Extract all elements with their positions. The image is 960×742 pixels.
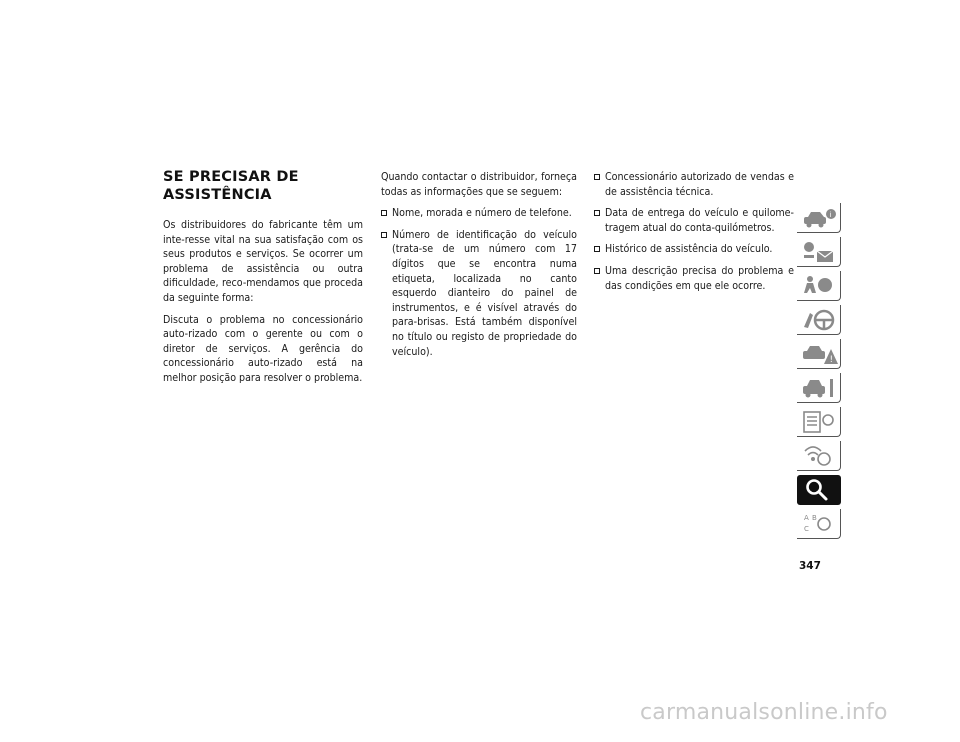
tab-service[interactable] [797,373,841,403]
paragraph-discuss: Discuta o problema no concessionário auto-rizado com o gerente ou com o diretor de serviços. A gerência do concessionário auto-rizado está na melhor posição para resolver o problema. [163,313,363,384]
square-bullet-icon [594,246,600,252]
svg-text:B: B [812,514,817,522]
info-list-2 [594,170,794,293]
steering-wheel-icon [800,307,838,333]
list-item: Concessionário autorizado de vendas e de assistência técnica. [594,170,794,199]
car-service-wrench-icon [800,375,838,401]
heading-line-2: ASSISTÊNCIA [163,187,272,203]
info-list-1 [381,206,577,359]
tab-car-info[interactable] [797,203,841,233]
warning-triangle-icon [800,341,838,367]
tab-search[interactable] [797,475,841,505]
airbag-safety-icon [800,273,838,299]
chapter-tabs [797,203,841,543]
maintenance-checklist-icon [800,409,838,435]
svg-text:i: i [829,211,832,219]
tab-lights[interactable] [797,237,841,267]
tab-emergency[interactable] [797,339,841,369]
tab-safety[interactable] [797,271,841,301]
square-bullet-icon [381,210,387,216]
square-bullet-icon [594,210,600,216]
paragraph-intro: Os distribuidores do fabricante têm um inte-resse vital na sua satisfação com os seus produtos e serviços. Se ocorrer um problema de assistência ou outra dificuldade, reco-mendamos que proceda da seguinte forma: [163,219,363,304]
search-icon [800,477,838,503]
list-item: Data de entrega do veículo e quilome-tragem atual do conta-quilómetros. [594,206,794,235]
svg-text:!: ! [829,355,834,365]
list-item: Histórico de assistência do veículo. [594,242,794,257]
list-item: Nome, morada e número de telefone. [381,206,577,221]
square-bullet-icon [381,232,387,238]
heading-line-1: SE PRECISAR DE [163,169,299,185]
multimedia-icon [800,443,838,469]
index-language-icon [800,511,838,537]
tab-multimedia[interactable] [797,441,841,471]
watermark: carmanualsonline.info [640,700,888,725]
square-bullet-icon [594,174,600,180]
column-middle [381,170,577,366]
svg-text:A: A [804,514,809,522]
car-info-icon [800,205,838,231]
tab-index[interactable] [797,509,841,539]
tab-driving[interactable] [797,305,841,335]
square-bullet-icon [594,268,600,274]
column-right [594,170,794,300]
tab-maintenance[interactable] [797,407,841,437]
paragraph-contact: Quando contactar o distribuidor, forneça todas as informações que se seguem: [381,171,577,198]
column-left [163,218,363,393]
page-number: 347 [799,560,821,572]
list-item: Número de identificação do veículo (trata-se de um número com 17 dígitos que se encontra numa etiqueta, localizada no canto esquerdo dianteiro do painel de instrumentos, e é visível através do para-brisas. Está também disponível no título ou registo de propriedade do veículo). [381,228,577,359]
list-item: Uma descrição precisa do problema e das condições em que ele ocorre. [594,264,794,293]
svg-text:C: C [804,525,809,533]
section-heading [163,168,299,204]
lights-mail-icon [800,239,838,265]
